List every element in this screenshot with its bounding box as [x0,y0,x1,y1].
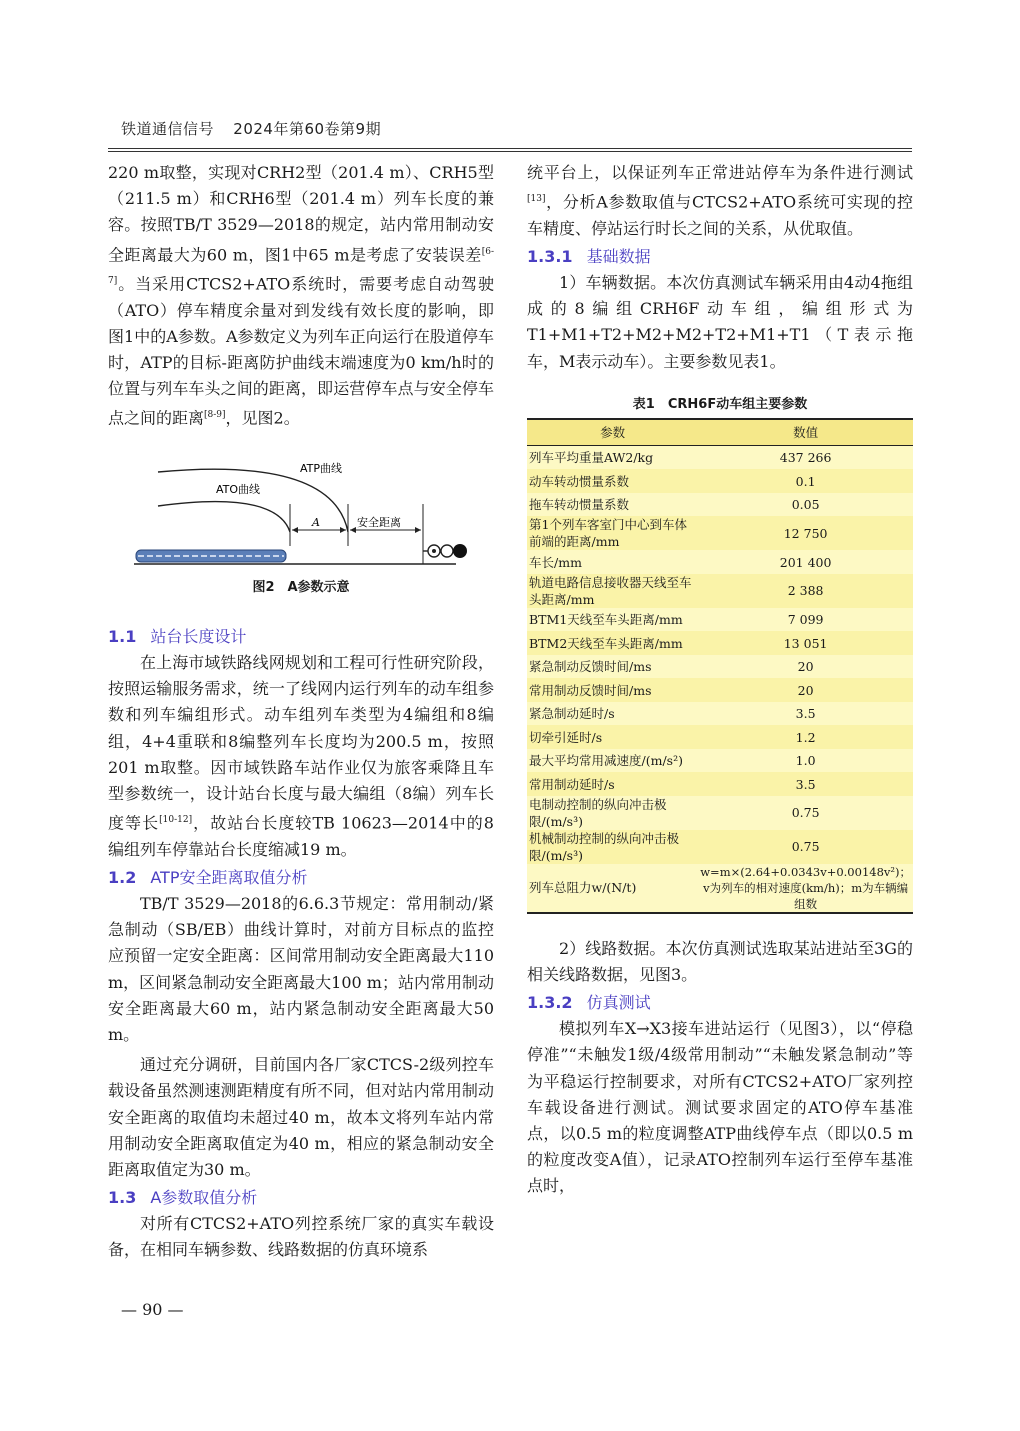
param-name-cell: BTM2天线至车头距离/mm [527,631,698,655]
table-row [527,550,913,574]
a-label: A [312,516,320,530]
table-row [527,608,913,632]
param-value-cell: 3.5 [795,706,816,721]
param-value-cell: 20 [797,659,814,674]
running-header [121,118,395,139]
page-number: — 90 — [121,1300,184,1319]
param-name-cell: 常用制动延时/s [527,772,698,796]
table-row [527,864,913,913]
citation: [8-9] [204,410,226,421]
param-value-cell: 13 051 [698,631,913,655]
citation: [6-7] [108,246,494,287]
paragraph: TB/T 3529—2018的6.6.3节规定：常用制动/紧急制动（SB/EB）曲线计算时，对前方目标点的监控应预留一定安全距离：区间常用制动安全距离最大110 m，区间紧急制动安全距离最大100 m；站内常用制动安全距离最大60 m，站内紧急制动安全距离最大50 m。 [108,893,494,1044]
table-row [527,445,913,469]
section-heading-1-3-2: 1.3.2 仿真测试 [527,993,651,1013]
param-value-cell: 1.0 [795,753,816,768]
left-column [108,160,494,1264]
table-row [527,749,913,773]
param-name-cell: 动车转动惯量系数 [527,469,698,493]
ato-curve [158,502,290,532]
param-value-cell: w=m×(2.64+0.0343v+0.00148v²)；v为列车的相对速度(km/h)；m为车辆编组数 [700,864,911,911]
header-rule-top [108,148,912,149]
param-value-cell: 201 400 [779,554,832,570]
section-heading-1-3-1: 1.3.1 基础数据 [527,246,651,266]
table-row [527,678,913,702]
table-caption: 表1 CRH6F动车组主要参数 [632,396,808,412]
atp-curve-label: ATP曲线 [300,462,343,476]
table-row [527,725,913,749]
param-value-cell: 12 750 [698,516,913,550]
a-parameter-diagram [108,446,494,596]
paragraph: 对所有CTCS2+ATO列控系统厂家的真实车载设备，在相同车辆参数、线路数据的仿真环境系 [108,1214,494,1260]
paragraph: 1）车辆数据。本次仿真测试车辆采用由4动4拖组成的8编组CRH6F动车组，编组形式为T1+M1+T2+M2+M2+T2+M1+T1（T表示拖车，M表示动车）。主要参数见表1。 [527,272,913,371]
param-name-cell: 切牵引延时/s [527,725,698,749]
table-header: 数值 [698,419,913,446]
param-value-cell: 1.2 [698,725,913,749]
table-row [527,516,913,550]
param-name-cell: BTM1天线至车头距离/mm [529,612,683,627]
param-name-cell: 第1个列车客室门中心到车体前端的距离/mm [527,516,698,550]
table-row [527,655,913,679]
paragraph: 统平台上，以保证列车正常进站停车为条件进行测试[13]，分析A参数取值与CTCS2+ATO系统可实现的控车精度、停站运行时长之间的关系，从优取值。 [527,163,913,238]
paragraph: 通过充分调研，目前国内各厂家CTCS-2级列控车载设备虽然测速测距精度有所不同，但对站内常用制动安全距离的取值均未超过40 m，故本文将列车站内常用制动安全距离取值定为40 m，相应的紧急制动安全距离取值定为30 m。 [108,1055,494,1179]
table-row [527,772,913,796]
param-name-cell: 紧急制动反馈时间/ms [529,659,652,674]
paragraph: 模拟列车X→X3接车进站运行（见图3），以“停稳停准”“未触发1级/4级常用制动”“未触发紧急制动”等为平稳运行控制要求，对所有CTCS2+ATO厂家列控车载设备进行测试。测试要求固定的ATO停车基准点，以0.5 m的粒度调整ATP曲线停车点（即以0.5 m的粒度改变A值），记录ATO控制列车运行至停车基准点时， [527,1019,913,1196]
param-name-cell: 电制动控制的纵向冲击极限/(m/s³) [529,796,667,829]
parameter-table [527,418,913,914]
param-value-cell: 3.5 [698,772,913,796]
param-value-cell: 437 266 [779,450,832,465]
param-value-cell: 0.75 [791,805,820,821]
param-value-cell: 20 [698,678,913,702]
param-name-cell: 拖车转动惯量系数 [529,497,630,512]
section-heading-1-3: 1.3 A参数取值分析 [108,1188,258,1208]
param-value-cell: 0.05 [791,497,820,512]
paragraph: 在上海市域铁路线网规划和工程可行性研究阶段，按照运输服务需求，统一了线网内运行列车的动车组参数和列车编组形式。动车组列车类型为4编组和8编组，4+4重联和8编整列车长度均为200.5 m，按照201 m取整。因市域铁路车站作业仅为旅客乘降且车型参数统一，设计站台长度与最大编组（8编）列车长度等长[10-12]，故站台长度较TB 10623—2014中的8编组列车停靠站台长度缩减19 m。 [108,653,494,859]
param-name-cell: 车长/mm [529,554,582,570]
param-value-cell: 0.1 [698,469,913,493]
signal-lamp-3 [453,544,467,558]
param-name-cell: 最大平均常用减速度/(m/s²) [529,753,683,768]
figure-2 [108,446,494,622]
citation: [10-12] [159,815,193,826]
param-name-cell: 轨道电路信息接收器天线至车头距离/mm [527,574,698,608]
table-row [527,702,913,726]
ato-curve-label: ATO曲线 [216,483,261,497]
right-column [527,160,913,1200]
section-heading-1-2: 1.2 ATP安全距离取值分析 [108,867,308,887]
table-row [527,796,913,830]
figure-caption: 图2 A参数示意 [252,580,350,596]
param-value-cell: 7 099 [787,612,824,627]
param-name-cell: 常用制动反馈时间/ms [527,678,698,702]
table-row [527,574,913,608]
section-heading-1-1: 1.1 站台长度设计 [108,627,247,647]
param-name-cell: 机械制动控制的纵向冲击极限/(m/s³) [527,830,698,864]
table-row [527,631,913,655]
safe-distance-label: 安全距离 [357,516,401,530]
header-rule-bottom [108,151,912,152]
table-row [527,493,913,517]
table-header: 参数 [527,419,698,446]
param-name-cell: 列车平均重量AW2/kg [529,450,654,465]
table-row [527,830,913,864]
journal-name: 铁道通信信号 [121,120,215,138]
citation: [13] [527,194,546,205]
param-name-cell: 紧急制动延时/s [529,706,615,721]
param-name-cell: 列车总阻力w/(N/t) [527,864,698,913]
signal-lamp-2 [441,545,453,557]
param-value-cell: 2 388 [698,574,913,608]
param-value-cell: 0.75 [698,830,913,864]
table-row [527,469,913,493]
paragraph: 220 m取整，实现对CRH2型（201.4 m）、CRH5型（211.5 m）和CRH6型（201.4 m）列车长度的兼容。按照TB/T 3529—2018的规定，站内常用制动安全距离最大为60 m，图1中65 m是考虑了安装误差[6-7]。当采用CTCS2+ATO系统时，需要考虑自动驾驶（ATO）停车精度余量对到发线有效长度的影响，即图1中的A参数。A参数定义为列车正向运行在股道停车时，ATP的目标-距离防护曲线末端速度为0 km/h时的位置与列车车头之间的距离，即运营停车点与安全停车点之间的距离[8-9]，见图2。 [108,163,494,428]
issue-info: 2024年第60卷第9期 [233,120,382,138]
paragraph: 2）线路数据。本次仿真测试选取某站进站至3G的相关线路数据，见图3。 [527,938,913,984]
